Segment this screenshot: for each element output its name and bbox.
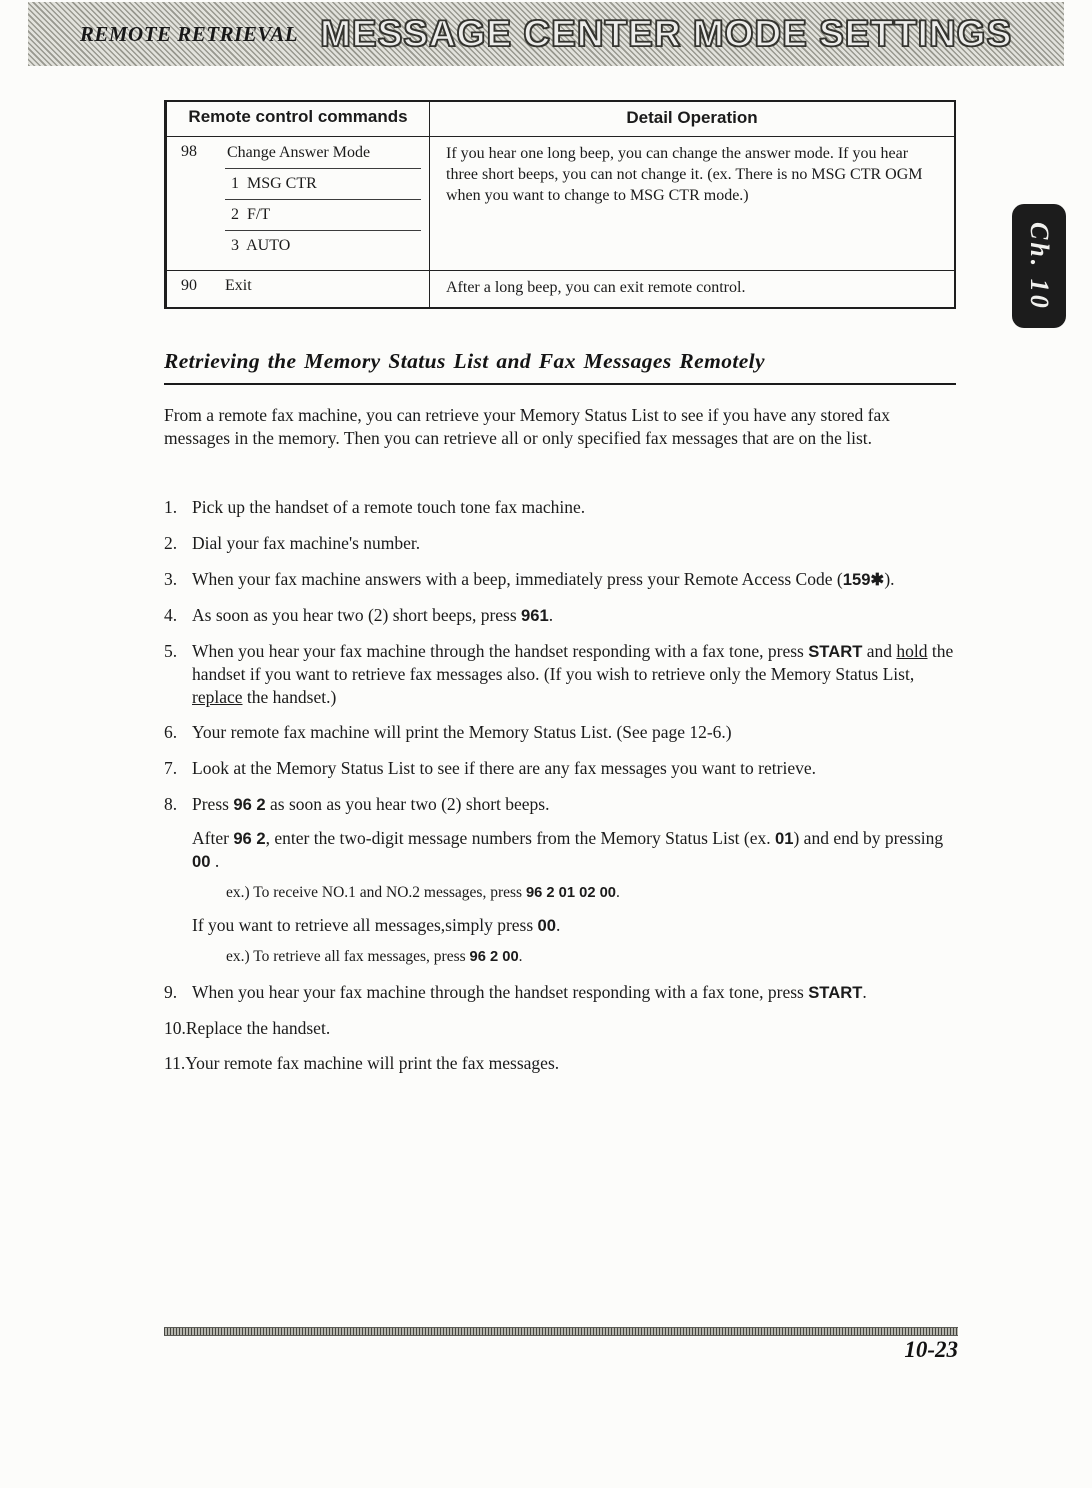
answer-option-auto: 3 AUTO bbox=[231, 237, 291, 255]
step-item bbox=[164, 604, 960, 627]
step-text bbox=[192, 757, 960, 780]
answer-option-ft: 2 F/T bbox=[225, 205, 421, 231]
step-number: 10. bbox=[164, 1017, 186, 1038]
step-main-text bbox=[192, 532, 960, 555]
key-sequence: 00 bbox=[537, 916, 557, 936]
step-item bbox=[164, 1052, 960, 1075]
remote-commands-table bbox=[164, 100, 956, 309]
step-item bbox=[164, 793, 960, 967]
step-main-text bbox=[192, 496, 960, 519]
text-run: . bbox=[556, 915, 561, 936]
step-text bbox=[192, 981, 960, 1004]
step-subtext bbox=[192, 827, 960, 873]
key-sequence: 159✱ bbox=[842, 569, 885, 589]
text-run: the handset if you want to retrieve fax messages also. (If you wish to retrieve only the Memory Status List, bbox=[192, 640, 954, 684]
step-number: 11. bbox=[164, 1053, 186, 1074]
banner-kicker: REMOTE RETRIEVAL bbox=[79, 21, 299, 46]
step-text bbox=[192, 721, 960, 744]
footer-rule bbox=[164, 1327, 958, 1336]
emphasized-word: hold bbox=[896, 640, 928, 661]
key-sequence: 96 2 bbox=[233, 795, 266, 815]
table-row bbox=[167, 136, 954, 270]
text-run: . bbox=[615, 884, 620, 902]
text-run: . bbox=[518, 948, 523, 966]
text-run: Press bbox=[192, 794, 234, 815]
text-run: as soon as you hear two (2) short beeps. bbox=[265, 794, 550, 815]
section-title: Retrieving the Memory Status List and Fax Messages Remotely bbox=[164, 349, 956, 385]
text-run: . bbox=[862, 981, 867, 1002]
step-main-text bbox=[192, 568, 960, 591]
step-item bbox=[164, 640, 960, 709]
key-sequence: START bbox=[808, 641, 863, 661]
step-number: 9. bbox=[164, 981, 178, 1002]
command-label: Exit bbox=[225, 277, 252, 295]
text-run: If you want to retrieve all messages,simply press bbox=[192, 915, 538, 936]
text-run: . bbox=[548, 604, 554, 625]
step-text bbox=[192, 640, 960, 709]
text-run: Look at the Memory Status List to see if there are any fax messages you want to retrieve. bbox=[192, 758, 816, 779]
text-run: ). bbox=[884, 568, 895, 589]
step-number: 2. bbox=[164, 532, 178, 553]
step-text bbox=[192, 793, 960, 967]
command-label: Change Answer Mode bbox=[225, 143, 421, 169]
section-intro: From a remote fax machine, you can retrieve your Memory Status List to see if you have any stored fax messages in the memory. Then you can retrieve all or only specified fax messages that are on the list. bbox=[164, 405, 891, 449]
step-main-text bbox=[185, 1052, 960, 1075]
step-text bbox=[192, 604, 960, 627]
text-run: When your fax machine answers with a beep, immediately press your Remote Access Code ( bbox=[192, 568, 843, 589]
step-subtext bbox=[192, 914, 960, 937]
key-sequence: 01 bbox=[774, 829, 794, 849]
key-sequence: 00 bbox=[192, 852, 211, 872]
text-run: ex.) To receive NO.1 and NO.2 messages, press bbox=[226, 884, 526, 902]
text-run: Your remote fax machine will print the Memory Status List. (See page 12-6.) bbox=[192, 722, 732, 743]
emphasized-word: replace bbox=[192, 686, 243, 707]
step-main-text bbox=[186, 1017, 960, 1040]
step-main-text bbox=[192, 981, 960, 1004]
step-number: 1. bbox=[164, 497, 178, 517]
step-main-text bbox=[192, 640, 960, 709]
text-run: , enter the two-digit message numbers from the Memory Status List (ex. bbox=[265, 828, 775, 849]
text-run: Replace the handset. bbox=[185, 1017, 331, 1038]
chapter-tab: Ch. 10 bbox=[1012, 204, 1066, 328]
text-run: When you hear your fax machine through the handset responding with a fax tone, press bbox=[192, 640, 809, 661]
key-sequence: START bbox=[808, 982, 863, 1002]
text-run: Dial your fax machine's number. bbox=[192, 532, 421, 553]
step-item bbox=[164, 496, 960, 519]
step-item bbox=[164, 757, 960, 780]
text-run: . bbox=[210, 851, 220, 872]
text-run: ) and end by pressing bbox=[793, 828, 944, 849]
page-title: MESSAGE CENTER MODE SETTINGS bbox=[320, 13, 1013, 54]
steps-list bbox=[164, 496, 960, 1088]
step-item bbox=[164, 568, 960, 591]
answer-mode-options bbox=[225, 143, 421, 266]
step-example bbox=[226, 883, 960, 903]
command-90-detail: After a long beep, you can exit remote control. bbox=[446, 279, 746, 297]
step-number: 6. bbox=[164, 722, 178, 743]
step-number: 8. bbox=[164, 794, 178, 815]
command-90 bbox=[167, 271, 429, 303]
key-sequence: 96 2 bbox=[233, 829, 266, 849]
step-main-text bbox=[192, 721, 960, 744]
step-text bbox=[192, 568, 960, 591]
command-98 bbox=[167, 137, 429, 270]
page-banner bbox=[28, 2, 1064, 66]
command-code: 90 bbox=[181, 277, 197, 295]
step-number: 5. bbox=[164, 640, 178, 661]
answer-option-msg-ctr: 1 MSG CTR bbox=[225, 174, 421, 200]
page-number: 10-23 bbox=[904, 1337, 958, 1362]
text-run: and bbox=[862, 640, 897, 661]
text-run: As soon as you hear two (2) short beeps, press bbox=[192, 604, 522, 625]
step-text bbox=[192, 496, 960, 519]
table-row bbox=[167, 270, 954, 307]
step-item bbox=[164, 532, 960, 555]
step-main-text bbox=[192, 757, 960, 780]
key-sequence: 96 2 00 bbox=[469, 949, 519, 966]
text-run: After bbox=[192, 828, 234, 849]
step-item bbox=[164, 721, 960, 744]
text-run: Your remote fax machine will print the fax messages. bbox=[185, 1053, 560, 1074]
step-number: 3. bbox=[164, 568, 178, 589]
step-main-text bbox=[192, 793, 960, 816]
text-run: Pick up the handset of a remote touch tone fax machine. bbox=[192, 497, 586, 517]
text-run: the handset.) bbox=[242, 686, 337, 707]
key-sequence: 96 2 01 02 00 bbox=[525, 885, 616, 902]
col-header-detail: Detail Operation bbox=[626, 108, 758, 127]
step-item bbox=[164, 981, 960, 1004]
step-text bbox=[186, 1017, 960, 1040]
col-header-commands: Remote control commands bbox=[167, 102, 430, 136]
step-number: 7. bbox=[164, 758, 178, 779]
step-text bbox=[192, 532, 960, 555]
table-header-row bbox=[167, 102, 954, 136]
step-item bbox=[164, 1017, 960, 1040]
step-text bbox=[185, 1052, 960, 1075]
step-example bbox=[226, 947, 960, 967]
text-run: When you hear your fax machine through the handset responding with a fax tone, press bbox=[192, 981, 809, 1002]
step-main-text bbox=[192, 604, 960, 627]
command-98-detail: If you hear one long beep, you can change the answer mode. If you hear three short beeps, you can not change it. (ex. There is no MSG CTR OGM when you want to change to MSG CTR mode.) bbox=[446, 145, 923, 204]
step-number: 4. bbox=[164, 604, 178, 625]
text-run: ex.) To retrieve all fax messages, press bbox=[226, 948, 470, 966]
command-code: 98 bbox=[181, 143, 197, 161]
key-sequence: 961 bbox=[521, 605, 549, 625]
